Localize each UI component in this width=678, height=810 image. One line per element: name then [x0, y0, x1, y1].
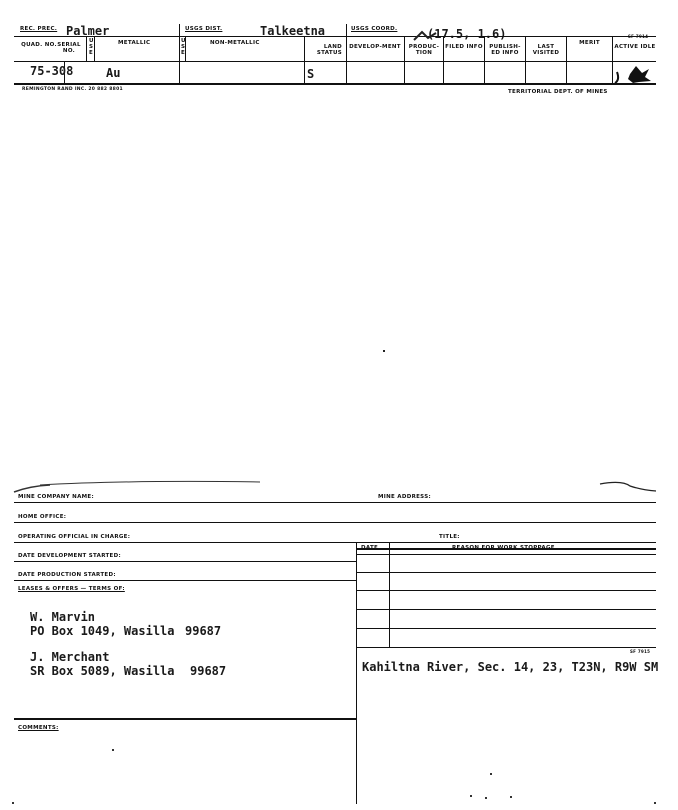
rule: [612, 36, 613, 83]
usgs-coord-value: (17.5, 1.6): [427, 27, 507, 41]
operating-official-label: OPERATING OFFICIAL IN CHARGE:: [18, 534, 131, 540]
usgs-coord-label: USGS COORD.: [351, 26, 398, 32]
rule: [14, 522, 656, 523]
form-number-top: SF 7914: [628, 34, 649, 39]
date-col-label: DATE: [361, 545, 379, 551]
usgs-dist-value: Talkeetna: [260, 24, 326, 38]
card-edge: [10, 476, 668, 498]
rule: [14, 83, 656, 85]
rule: [179, 24, 180, 36]
footer-right: TERRITORIAL DEPT. OF MINES: [508, 89, 608, 95]
col-quad-no: QUAD. NO.: [21, 42, 57, 48]
rule: [356, 542, 357, 804]
rule: [356, 647, 656, 648]
lessee-2-address: SR Box 5089, Wasilla: [30, 664, 175, 678]
col-land-status: LAND STATUS: [316, 44, 342, 56]
usgs-dist-label: USGS DIST.: [185, 26, 223, 32]
rule: [86, 36, 87, 61]
rec-prec-label: REC. PREC.: [20, 26, 58, 32]
form-number-bottom: SF 7915: [630, 649, 651, 654]
rule: [14, 61, 656, 62]
col-use-metallic: U S E: [89, 38, 94, 56]
lessee-2-zip: 99687: [190, 664, 227, 678]
col-active-idle: ACTIVE IDLE: [614, 44, 656, 50]
rule: [14, 542, 656, 543]
stray-dot: [470, 795, 472, 797]
home-office-label: HOME OFFICE:: [18, 514, 67, 520]
stray-dot: [510, 796, 512, 798]
col-nonmetallic: NON-METALLIC: [210, 40, 260, 46]
col-published-info: PUBLISH-ED INFO: [489, 44, 521, 56]
rule: [356, 572, 656, 573]
rule: [14, 580, 356, 581]
col-development: DEVELOP-MENT: [349, 44, 401, 50]
lessee-1-name: W. Marvin: [30, 610, 96, 624]
rule: [346, 24, 347, 36]
col-use-nonmetallic: U S E: [181, 38, 186, 56]
title-label: TITLE:: [439, 534, 460, 540]
smudge-icon: [410, 30, 440, 44]
rule: [356, 554, 656, 555]
date-production-label: DATE PRODUCTION STARTED:: [18, 572, 116, 578]
rule: [179, 36, 180, 83]
rule: [356, 609, 656, 610]
land-status-value: S: [307, 67, 315, 81]
col-merit: MERIT: [579, 40, 600, 46]
rule: [14, 718, 356, 720]
rule: [14, 502, 656, 503]
date-development-label: DATE DEVELOPMENT STARTED:: [18, 553, 121, 559]
reason-col-label: REASON FOR WORK STOPPAGE: [452, 545, 555, 551]
lessee-1-zip: 99687: [185, 624, 222, 638]
footer-left: REMINGTON RAND INC. 20 882 8801: [22, 87, 123, 92]
stray-dot: [112, 749, 114, 751]
rule: [14, 561, 356, 562]
lessee-1-address: PO Box 1049, Wasilla: [30, 624, 175, 638]
leases-label: LEASES & OFFERS — TERMS OF:: [18, 586, 125, 592]
col-serial-no: SERIAL NO.: [57, 42, 81, 54]
col-filed-info: FILED INFO: [445, 44, 483, 50]
col-production: PRODUC-TION: [408, 44, 440, 56]
mine-address-label: MINE ADDRESS:: [378, 494, 431, 500]
rule: [94, 36, 95, 61]
stray-dot: [654, 802, 656, 804]
location-text: Kahiltna River, Sec. 14, 23, T23N, R9W SM: [362, 660, 659, 674]
rule: [304, 36, 305, 83]
rule: [14, 36, 656, 37]
rule: [346, 36, 347, 83]
metallic-value: Au: [106, 66, 121, 80]
mine-company-name-label: MINE COMPANY NAME:: [18, 494, 94, 500]
rule: [389, 542, 390, 648]
stray-dot: [490, 773, 492, 775]
rec-prec-value: Palmer: [66, 24, 110, 38]
stray-dot: [485, 797, 487, 799]
comments-label: COMMENTS:: [18, 725, 59, 731]
col-last-visited: LAST VISITED: [532, 44, 560, 56]
stray-dot: [12, 802, 14, 804]
ink-stamp-icon: [614, 64, 654, 84]
stray-dot: [383, 350, 385, 352]
lessee-2-name: J. Merchant: [30, 650, 110, 664]
rule: [356, 628, 656, 629]
col-metallic: METALLIC: [118, 40, 151, 46]
rule: [356, 590, 656, 591]
quad-serial-value: 75-308: [30, 64, 74, 78]
